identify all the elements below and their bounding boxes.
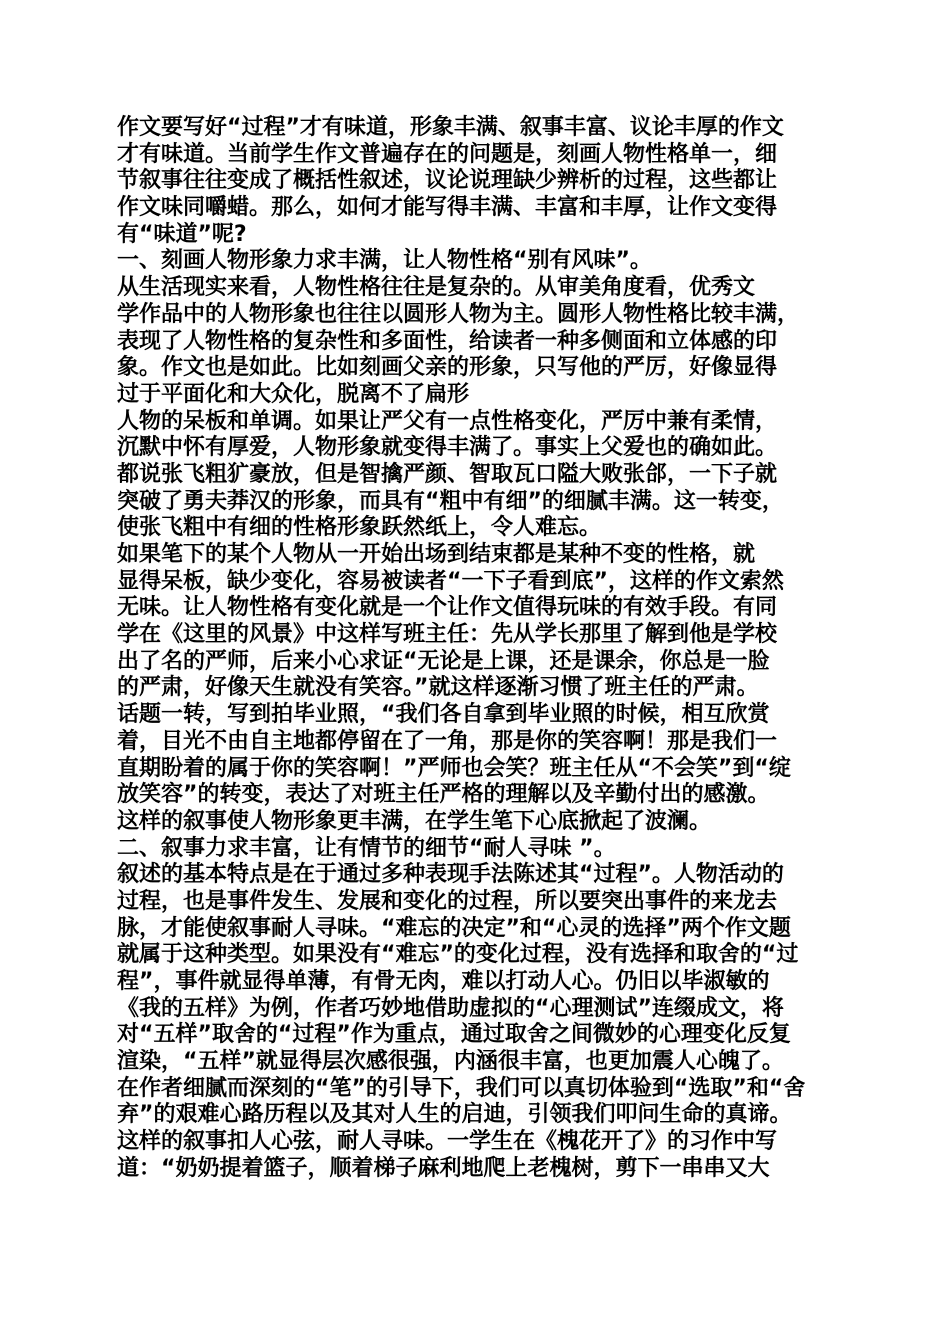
text-line: 从生活现实来看，人物性格往往是复杂的。从审美角度看，优秀文 — [117, 275, 756, 301]
text-line: 如果笔下的某个人物从一开始出场到结束都是某种不变的性格，就 — [117, 542, 756, 567]
text-line: 沉默中怀有厚爱，人物形象就变得丰满了。事实上父爱也的确如此。 — [117, 435, 778, 461]
text-line: 在作者细腻而深刻的“笔”的引导下，我们可以真切体验到“选取”和“舍 — [117, 1075, 806, 1101]
text-line: 作文要写好“过程”才有味道，形象丰满、叙事丰富、议论丰厚的作文 — [117, 115, 784, 140]
text-line: 象。作文也是如此。比如刻画父亲的形象，只写他的严厉，好像显得 — [117, 355, 778, 381]
text-line: 人物的呆板和单调。如果让严父有一点性格变化，严厉中兼有柔情， — [117, 408, 778, 434]
text-line: 道：“奶奶提着篮子，顺着梯子麻利地爬上老槐树，剪下一串串又大 — [117, 1155, 770, 1181]
text-line: 程”，事件就显得单薄，有骨无肉，难以打动人心。仍旧以毕淑敏的 — [117, 969, 770, 994]
section-heading: 二、叙事力求丰富，让有情节的细节“耐人寻味 ”。 — [117, 835, 616, 861]
text-line: 这样的叙事扣人心弦，耐人寻味。一学生在《槐花开了》的习作中写 — [117, 1129, 778, 1155]
text-line: 学在《这里的风景》中这样写班主任：先从学长那里了解到他是学校 — [117, 622, 778, 648]
text-line: 渲染，“五样”就显得层次感很强，内涵很丰富，也更加震人心魄了。 — [117, 1049, 784, 1075]
text-line: 《我的五样》为例，作者巧妙地借助虚拟的“心理测试”连缀成文，将 — [117, 995, 784, 1021]
text-line: 脉，才能使叙事耐人寻味。“难忘的决定”和“心灵的选择”两个作文题 — [117, 915, 791, 941]
text-line: 表现了人物性格的复杂性和多面性，给读者一种多侧面和立体感的印 — [117, 328, 778, 354]
text-line: 显得呆板，缺少变化，容易被读者“一下子看到底”，这样的作文索然 — [117, 568, 784, 594]
text-line: 节叙事往往变成了概括性叙述，议论说理缺少辨析的过程，这些都让 — [117, 168, 778, 194]
text-line: 才有味道。当前学生作文普遍存在的问题是，刻画人物性格单一，细 — [117, 141, 778, 167]
text-line: 有“味道”呢? — [117, 221, 247, 247]
section-heading: 一、刻画人物形象力求丰满，让人物性格“别有风味”。 — [117, 248, 652, 274]
text-line: 的严肃，好像天生就没有笑容。”就这样逐渐习惯了班主任的严肃。 — [117, 675, 759, 701]
text-line: 这样的叙事使人物形象更丰满，在学生笔下心底掀起了波澜。 — [117, 808, 712, 834]
text-line: 话题一转，写到拍毕业照，“我们各自拿到毕业照的时候，相互欣赏 — [117, 702, 770, 728]
text-line: 着，目光不由自主地都停留在了一角，那是你的笑容啊！那是我们一 — [117, 728, 778, 754]
text-line: 叙述的基本特点是在于通过多种表现手法陈述其“过程”。人物活动的 — [117, 862, 784, 888]
text-line: 对“五样”取舍的“过程”作为重点，通过取舍之间微妙的心理变化反复 — [117, 1022, 791, 1048]
text-line: 出了名的严师，后来小心求证“无论是上课，还是课余，你总是一脸 — [117, 648, 770, 674]
text-line: 放笑容”的转变，表达了对班主任严格的理解以及辛勤付出的感激。 — [117, 782, 770, 808]
text-line: 过于平面化和大众化，脱离不了扁形 — [117, 381, 470, 407]
article-body — [117, 115, 852, 1183]
text-line: 突破了勇夫莽汉的形象，而具有“粗中有细”的细腻丰满。这一转变， — [117, 488, 784, 514]
text-line: 都说张飞粗犷豪放，但是智擒严颜、智取瓦口隘大败张郃，一下子就 — [117, 461, 778, 487]
text-line: 弃”的艰难心路历程以及其对人生的启迪，引领我们叩问生命的真谛。 — [117, 1102, 792, 1128]
text-line: 使张飞粗中有细的性格形象跃然纸上，令人难忘。 — [117, 515, 602, 541]
text-line: 作文味同嚼蜡。那么，如何才能写得丰满、丰富和丰厚，让作文变得 — [117, 195, 778, 221]
text-line: 学作品中的人物形象也往往以圆形人物为主。圆形人物性格比较丰满， — [117, 301, 800, 327]
text-line: 无味。让人物性格有变化就是一个让作文值得玩味的有效手段。有同 — [117, 595, 778, 621]
text-line: 就属于这种类型。如果没有“难忘”的变化过程，没有选择和取舍的“过 — [117, 942, 799, 968]
text-line: 直期盼着的属于你的笑容啊！”严师也会笑？班主任从“不会笑”到“绽 — [117, 755, 791, 781]
text-line: 过程，也是事件发生、发展和变化的过程，所以要突出事件的来龙去 — [117, 888, 778, 914]
